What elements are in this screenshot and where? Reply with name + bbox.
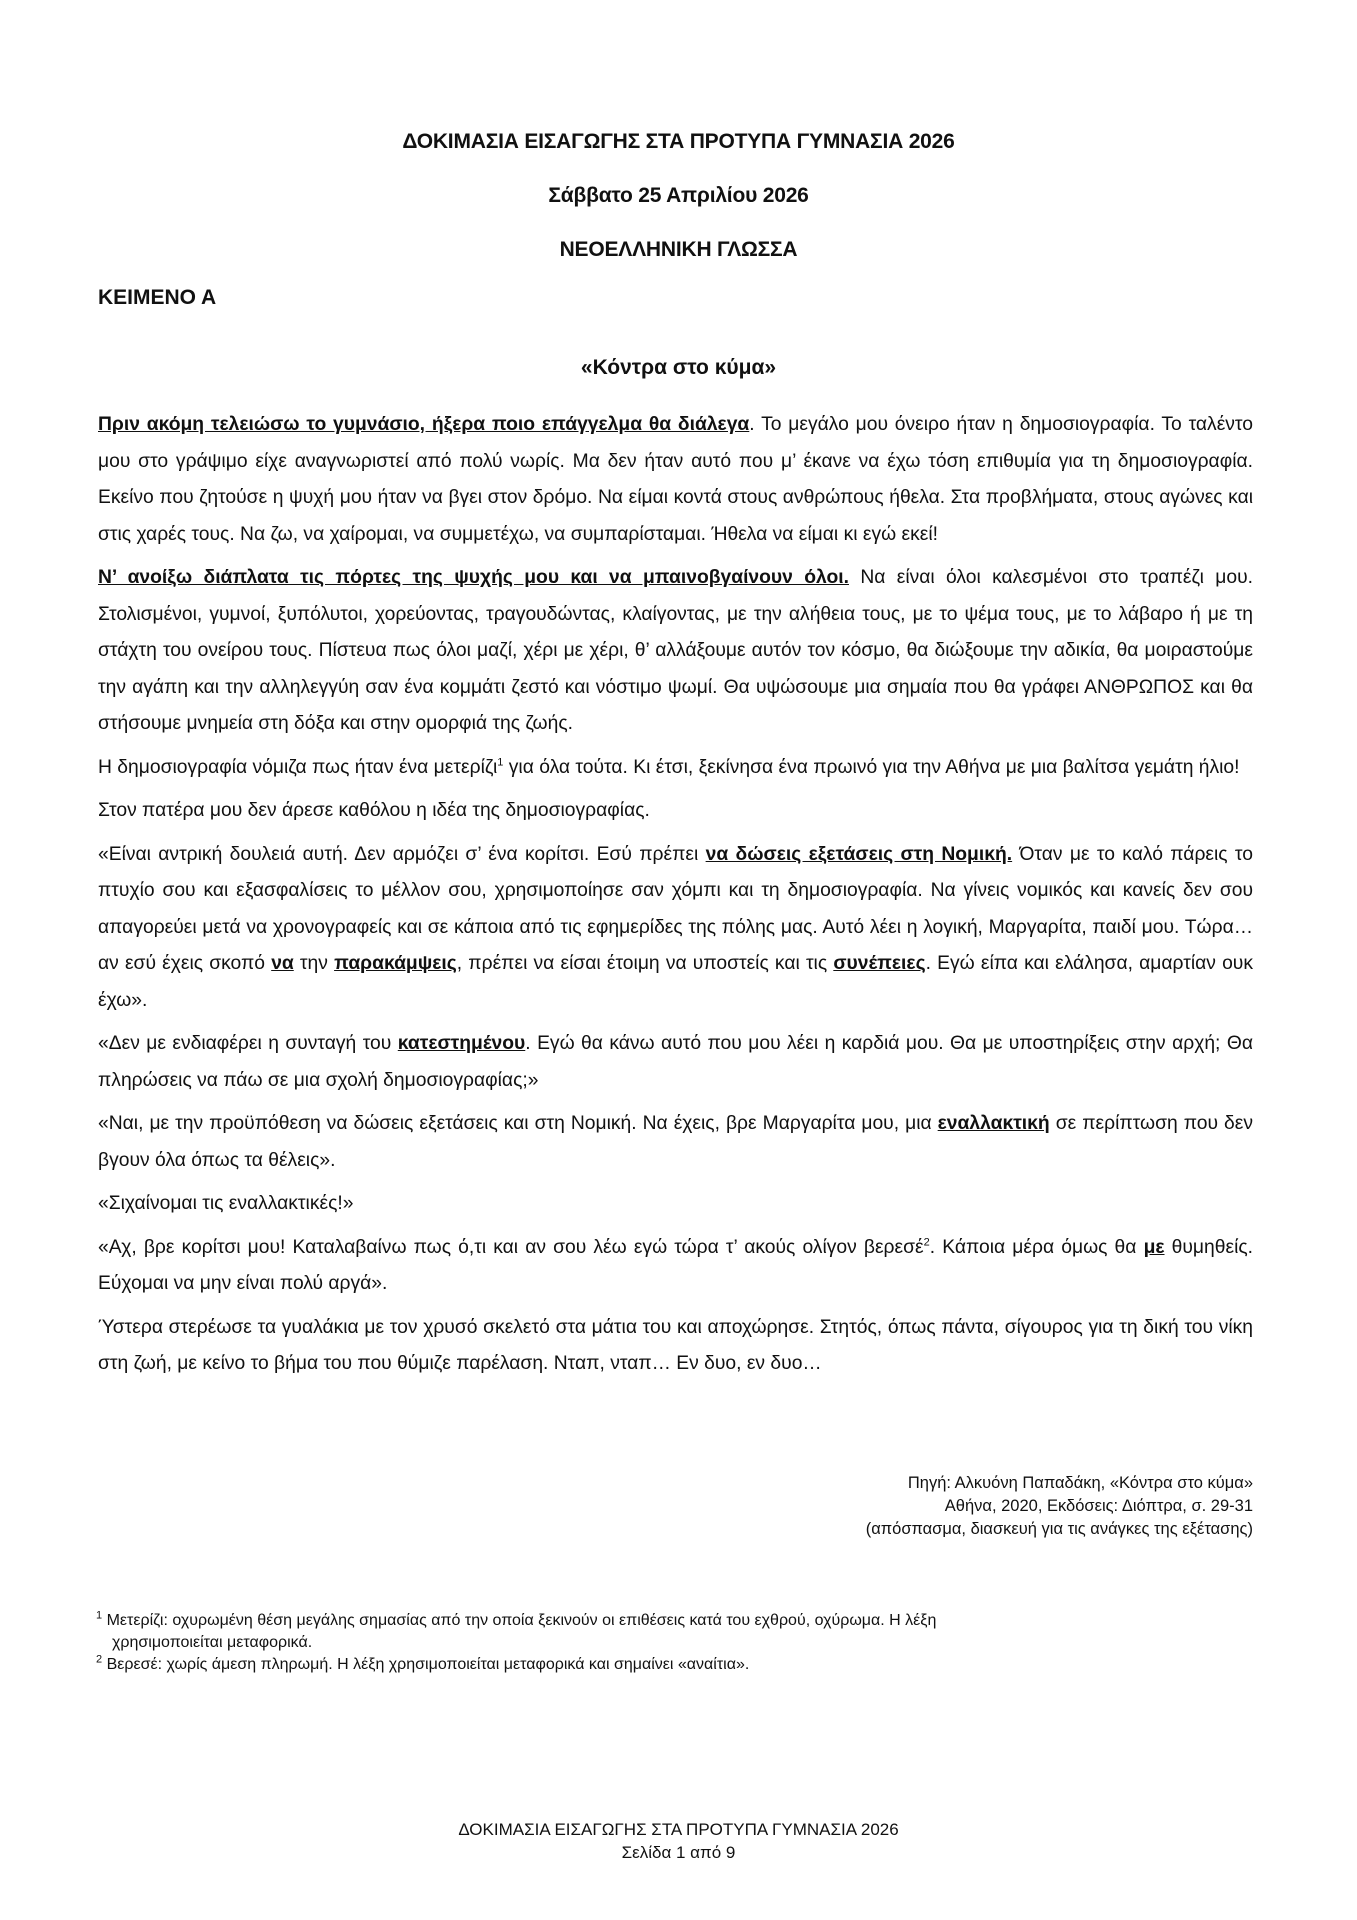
footnotes <box>96 1610 1156 1676</box>
paragraph-text: . Εγώ θα κάνω αυτό που μου λέει η καρδιά μου. Θα με υποστηρίξεις στην αρχή; Θα πληρώσεις να πάω σε μια σχολή δημοσιογραφίας;» <box>98 1033 1253 1091</box>
source-citation <box>866 1472 1253 1541</box>
paragraph-4: Στον πατέρα μου δεν άρεσε καθόλου η ιδέα της δημοσιογραφίας. <box>98 800 650 821</box>
emphasized-phrase: να δώσεις εξετάσεις στη Νομική. <box>705 843 1013 865</box>
paragraph-text: . Κάποια μέρα όμως θα <box>929 1236 1144 1258</box>
paragraph-text: Να είναι όλοι καλεσμένοι στο τραπέζι μου. Στολισμένοι, γυμνοί, ξυπόλυτοι, χορεύοντας, τραγουδώντας, κλαίγοντας, με την αλήθεια τους, με το ψέμα τους, με το λάβαρο ή με τη στάχτη του ονείρου τους. Πίστευα πως όλοι μαζί, χέρι με χέρι, θ’ αλλάξουμε αυτόν τον κόσμο, θα διώξουμε την αδικία, θα μοιραστούμε την αγάπη και την αλληλεγγύη σαν ένα κομμάτι ζεστό και νόστιμο ψωμί. Θα υψώσουμε μια σημαία που θα γράφει ΑΝΘΡΩΠΟΣ και θα στήσουμε μνημεία στη δόξα και στην ομορφιά της ζωής. <box>98 567 1253 734</box>
emphasized-word: να <box>271 953 294 974</box>
paragraph-10: Ύστερα στερέωσε τα γυαλάκια με τον χρυσό σκελετό στα μάτια του και αποχώρησε. Στητός, όπως πάντα, σίγουρος για τη δική του νίκη στη ζωή, με κείνο το βήμα του που θύμιζε παρέλαση. Νταπ, νταπ… Εν δυο, εν δυο… <box>98 1316 1253 1374</box>
paragraph-8: «Σιχαίνομαι τις εναλλακτικές!» <box>98 1193 354 1214</box>
page-number: Σελίδα 1 από 9 <box>621 1843 736 1862</box>
footnote-ref-2: 2 <box>923 1236 930 1249</box>
emphasized-phrase: Ν’ ανοίξω διάπλατα τις πόρτες της ψυχής μου και να μπαινοβγαίνουν όλοι. <box>98 567 849 588</box>
paragraph-3 <box>98 750 1253 787</box>
story-title: «Κόντρα στο κύμα» <box>580 356 777 379</box>
paragraph-text: «Δεν με ενδιαφέρει η συνταγή του <box>98 1033 398 1054</box>
exam-title: ΔΟΚΙΜΑΣΙΑ ΕΙΣΑΓΩΓΗΣ ΣΤΑ ΠΡΟΤΥΠΑ ΓΥΜΝΑΣΙΑ 2026 <box>402 130 955 153</box>
paragraph-text: για όλα τούτα. Κι έτσι, ξεκίνησα ένα πρωινό για την Αθήνα με μια βαλίτσα γεμάτη ήλιο! <box>503 756 1240 778</box>
footnote-number: 2 <box>96 1653 103 1666</box>
paragraph-text: θυμηθείς. Εύχομαι να μην είναι πολύ αργά». <box>98 1236 1253 1294</box>
exam-subject: ΝΕΟΕΛΛΗΝΙΚΗ ΓΛΩΣΣΑ <box>559 238 798 261</box>
footnote-text: χρησιμοποιείται μεταφορικά. <box>112 1634 313 1651</box>
paragraph-text: την <box>293 953 335 974</box>
emphasized-word: συνέπειες <box>833 953 926 974</box>
section-label: ΚΕΙΜΕΝΟ Α <box>98 286 217 309</box>
footnote-number: 1 <box>96 1609 103 1622</box>
source-line: Αθήνα, 2020, Εκδόσεις: Διόπτρα, σ. 29-31 <box>944 1497 1253 1515</box>
source-line: Πηγή: Αλκυόνη Παπαδάκη, «Κόντρα στο κύμα» <box>907 1474 1253 1492</box>
paragraph-text: Όταν με το καλό πάρεις το πτυχίο σου και εξασφαλίσεις το μέλλον σου, χρησιμοποίησε σαν χόμπι και τη δημοσιογραφία. Να γίνεις νομικός και κανείς δεν σου απαγορεύει μετά να χρονογραφείς και σε κάποια από τις εφημερίδες της πόλης μας. Αυτό λέει η λογική, Μαργαρίτα, παιδί μου. Τώρα… αν εσύ έχεις σκοπό <box>98 843 1253 974</box>
footnote-text: Μετερίζι: οχυρωμένη θέση μεγάλης σημασίας από την οποία ξεκινούν οι επιθέσεις κατά του εχθρού, οχύρωμα. Η λέξη <box>102 1612 937 1629</box>
paragraph-text: «Είναι αντρική δουλειά αυτή. Δεν αρμόζει σ’ ένα κορίτσι. Εσύ πρέπει <box>98 843 706 865</box>
footer-title: ΔΟΚΙΜΑΣΙΑ ΕΙΣΑΓΩΓΗΣ ΣΤΑ ΠΡΟΤΥΠΑ ΓΥΜΝΑΣΙΑ 2026 <box>458 1820 899 1839</box>
paragraph-1 <box>98 407 1253 553</box>
footnote-2 <box>96 1654 1156 1676</box>
footnote-ref-1: 1 <box>497 756 504 769</box>
paragraph-text: σε περίπτωση που δεν βγουν όλα όπως τα θέλεις». <box>98 1113 1253 1171</box>
paragraph-text: «Αχ, βρε κορίτσι μου! Καταλαβαίνω πως ό,τι και αν σου λέω εγώ τώρα τ’ ακούς ολίγον βερεσέ <box>98 1236 924 1258</box>
paragraph-text: «Ναι, με την προϋπόθεση να δώσεις εξετάσεις και στη Νομική. Να έχεις, βρε Μαργαρίτα μου, μια <box>98 1113 938 1134</box>
paragraph-7 <box>98 1106 1253 1179</box>
footnote-1 <box>96 1610 1156 1654</box>
exam-date: Σάββατο 25 Απριλίου 2026 <box>548 184 809 207</box>
page-footer <box>0 1818 1357 1864</box>
paragraph-6 <box>98 1026 1253 1099</box>
paragraph-text: . Το μεγάλο μου όνειρο ήταν η δημοσιογραφία. Το ταλέντο μου στο γράψιμο είχε αναγνωριστεί από πολύ νωρίς. Μα δεν ήταν αυτό που μ’ έκανε να έχω τόση επιθυμία για τη δημοσιογραφία. Εκείνο που ζητούσε η ψυχή μου ήταν να βγει στον δρόμο. Να είμαι κοντά στους ανθρώπους ήθελα. Στα προβλήματα, στους αγώνες και στις χαρές τους. Να ζω, να χαίρομαι, να συμμετέχω, να συμπαρίσταμαι. Ήθελα να είμαι κι εγώ εκεί! <box>98 414 1253 545</box>
emphasized-word: κατεστημένου <box>397 1033 526 1054</box>
paragraph-9 <box>98 1230 1253 1303</box>
footnote-text: Βερεσέ: χωρίς άμεση πληρωμή. Η λέξη χρησιμοποιείται μεταφορικά και σημαίνει «αναίτια». <box>102 1656 750 1673</box>
emphasized-word: εναλλακτική <box>937 1113 1050 1134</box>
paragraph-2 <box>98 560 1253 743</box>
emphasized-word: παρακάμψεις <box>334 953 457 974</box>
paragraph-text: , πρέπει να είσαι έτοιμη να υποστείς και τις <box>456 953 834 974</box>
paragraph-text: Η δημοσιογραφία νόμιζα πως ήταν ένα μετερίζι <box>98 756 498 778</box>
emphasized-phrase: Πριν ακόμη τελειώσω το γυμνάσιο, ήξερα ποιο επάγγελμα θα διάλεγα <box>98 414 750 435</box>
source-line: (απόσπασμα, διασκευή για τις ανάγκες της εξέτασης) <box>865 1520 1253 1538</box>
paragraph-text: . Εγώ είπα και ελάλησα, αμαρτίαν ουκ έχω». <box>98 953 1253 1011</box>
paragraph-5 <box>98 837 1253 1020</box>
story-body <box>98 407 1253 1390</box>
emphasized-word: με <box>1143 1236 1165 1258</box>
